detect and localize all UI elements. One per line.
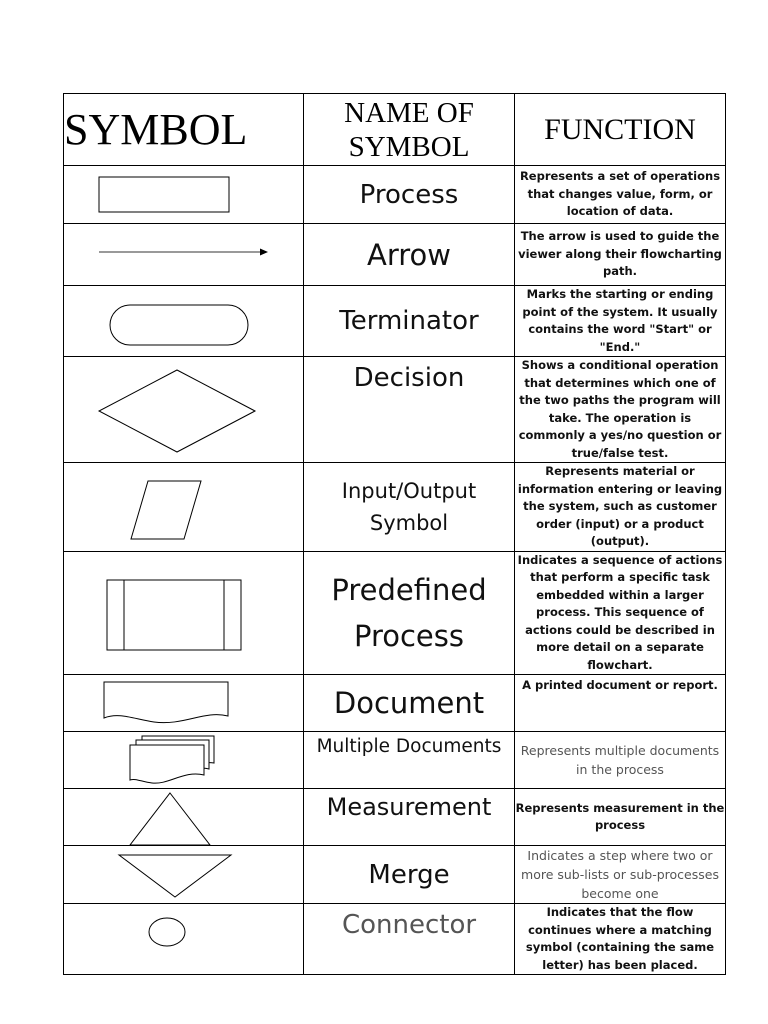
symbol-cell <box>64 224 304 286</box>
symbol-cell <box>64 463 304 552</box>
symbol-cell <box>64 904 304 975</box>
decision-diamond-icon <box>64 367 304 453</box>
symbol-name <box>304 551 515 675</box>
symbol-name: Measurement <box>304 789 515 846</box>
table-row <box>64 357 726 463</box>
symbol-cell <box>64 789 304 846</box>
symbol-cell <box>64 732 304 789</box>
table-row <box>64 732 726 789</box>
symbol-name: Merge <box>304 846 515 904</box>
symbol-name: Multiple Documents <box>304 732 515 789</box>
header-name-line1: NAME OF <box>344 96 474 129</box>
symbol-name <box>304 463 515 552</box>
table-row <box>64 551 726 675</box>
symbol-cell <box>64 357 304 463</box>
merge-triangle-icon <box>64 847 304 903</box>
symbol-cell <box>64 166 304 224</box>
symbol-function: Represents multiple documents in the process <box>515 732 726 789</box>
table-row <box>64 789 726 846</box>
table-row <box>64 904 726 975</box>
symbol-cell <box>64 551 304 675</box>
symbol-function: The arrow is used to guide the viewer along their flowcharting path. <box>515 224 726 286</box>
symbol-cell <box>64 846 304 904</box>
table-row <box>64 224 726 286</box>
symbol-name: Document <box>304 675 515 732</box>
symbol-name: Connector <box>304 904 515 975</box>
header-symbol: SYMBOL <box>64 94 304 166</box>
predefined-process-icon <box>64 562 304 664</box>
symbol-name-line1: Predefined <box>331 572 487 607</box>
header-name-of-symbol <box>304 94 515 166</box>
symbol-function: Indicates a step where two or more sub-lists or sub-processes become one <box>515 846 726 904</box>
symbol-function: Indicates a sequence of actions that perform a specific task embedded within a larger process. This sequence of actions could be described in more detail on a separate flowchart. <box>515 551 726 675</box>
symbol-name: Arrow <box>304 224 515 286</box>
document-icon <box>64 676 304 731</box>
symbol-function: Shows a conditional operation that determines which one of the two paths the program will take. The operation is commonly a yes/no question or true/false test. <box>515 357 726 463</box>
header-name-line2: SYMBOL <box>348 130 470 163</box>
symbol-function: Represents a set of operations that changes value, form, or location of data. <box>515 166 726 224</box>
symbol-name: Process <box>304 166 515 224</box>
symbol-name-line2: Symbol <box>369 510 449 535</box>
symbol-cell <box>64 675 304 732</box>
table-row <box>64 286 726 357</box>
symbol-function: Indicates that the flow continues where a matching symbol (containing the same letter) has been placed. <box>515 904 726 975</box>
header-row <box>64 94 726 166</box>
table-row <box>64 675 726 732</box>
process-rectangle-icon <box>64 167 304 223</box>
symbol-function: Marks the starting or ending point of the system. It usually contains the word "Start" or "End." <box>515 286 726 357</box>
table-row <box>64 166 726 224</box>
arrow-icon <box>64 225 304 285</box>
symbol-cell <box>64 286 304 357</box>
symbol-name-line2: Process <box>353 618 464 653</box>
table-row <box>64 846 726 904</box>
terminator-rounded-icon <box>64 293 304 349</box>
table-row <box>64 463 726 552</box>
symbol-function: Represents measurement in the process <box>515 789 726 846</box>
measurement-triangle-icon <box>64 790 304 845</box>
multiple-documents-icon <box>64 733 304 788</box>
symbol-function: A printed document or report. <box>515 675 726 732</box>
symbol-name-line1: Input/Output <box>341 478 477 503</box>
symbol-function: Represents material or information entering or leaving the system, such as customer order (input) or a product (output). <box>515 463 726 552</box>
symbol-name: Decision <box>304 357 515 463</box>
flowchart-symbols-table <box>63 93 726 975</box>
connector-circle-icon <box>64 905 304 973</box>
symbol-name: Terminator <box>304 286 515 357</box>
input-output-parallelogram-icon <box>64 473 304 541</box>
header-function: FUNCTION <box>515 94 726 166</box>
